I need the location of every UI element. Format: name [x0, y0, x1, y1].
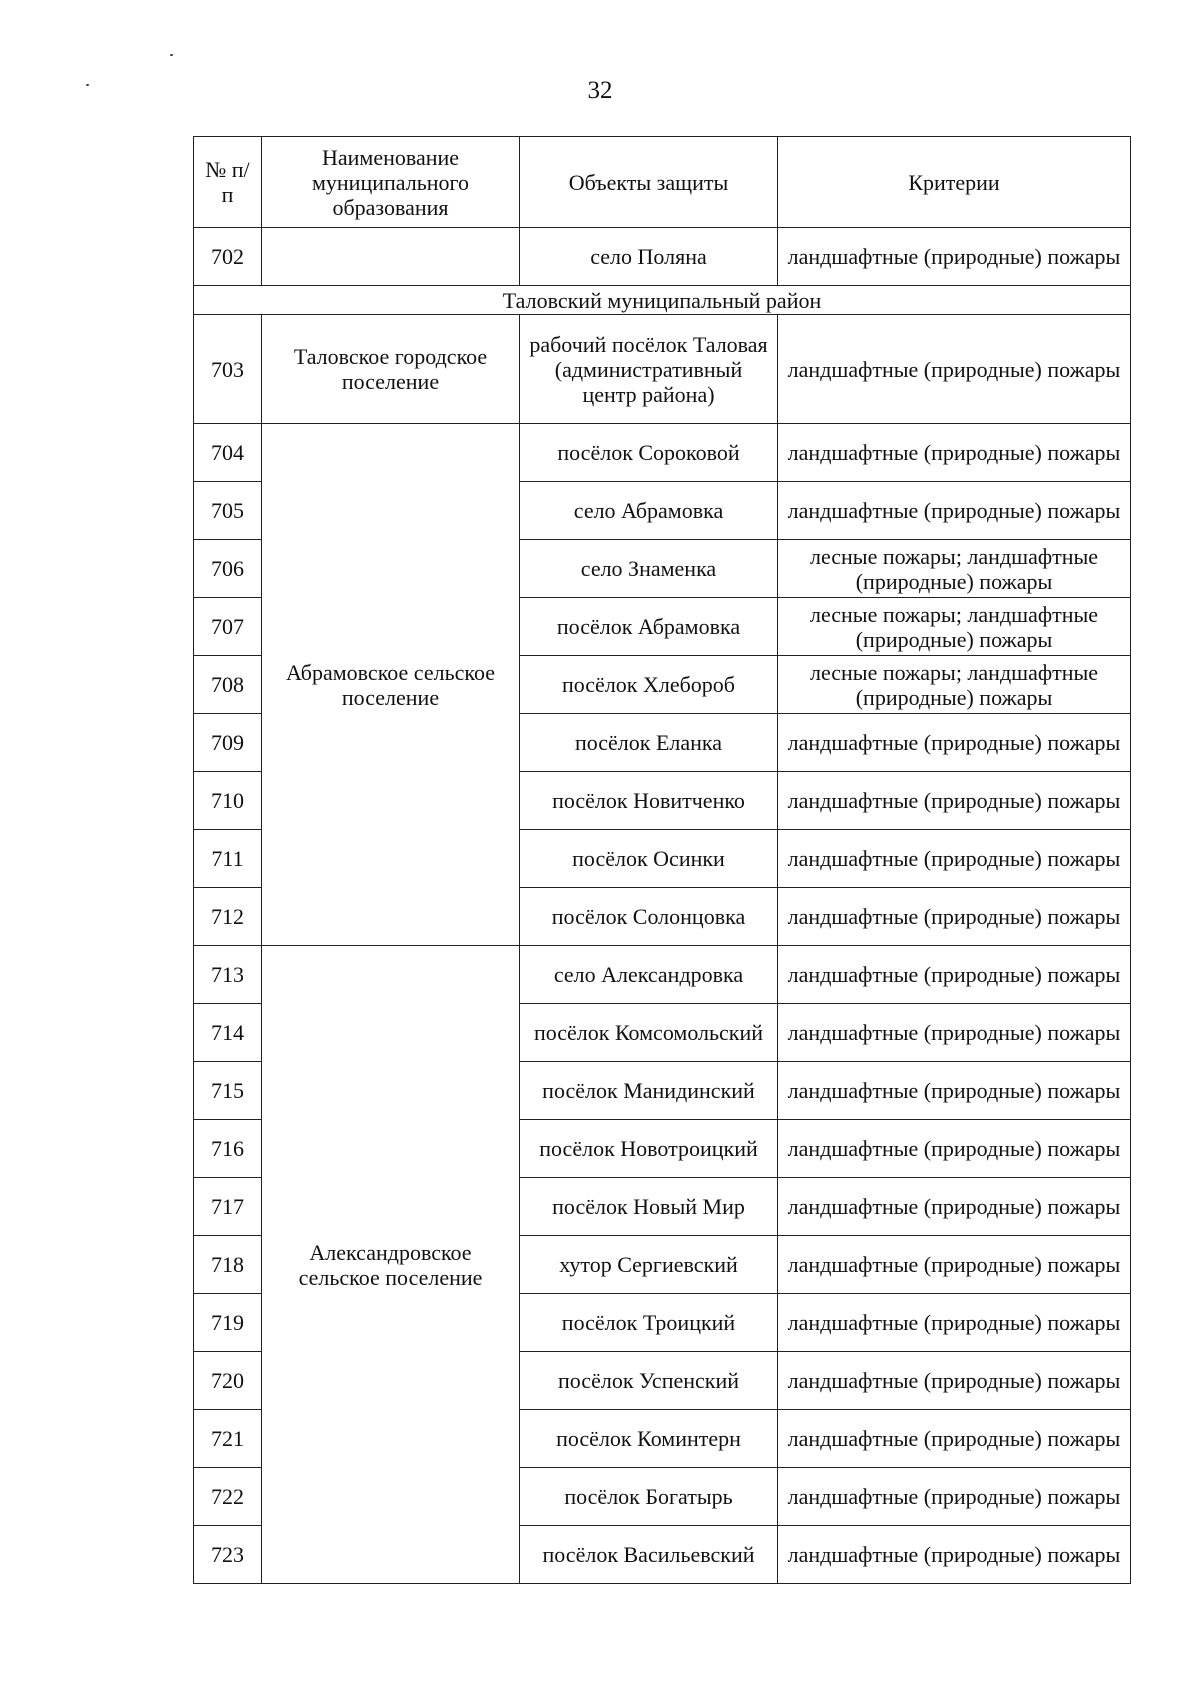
- criteria-cell: ландшафтные (природные) пожары: [778, 830, 1131, 888]
- protection-object: посёлок Троицкий: [520, 1294, 778, 1352]
- municipality-name: Абрамовское сельское поселение: [262, 424, 520, 946]
- table-row: [194, 315, 1131, 424]
- criteria-cell: ландшафтные (природные) пожары: [778, 714, 1131, 772]
- protection-object: посёлок Коминтерн: [520, 1410, 778, 1468]
- protection-object: посёлок Осинки: [520, 830, 778, 888]
- criteria-cell: ландшафтные (природные) пожары: [778, 1004, 1131, 1062]
- criteria-cell: ландшафтные (природные) пожары: [778, 772, 1131, 830]
- protection-object: село Александровка: [520, 946, 778, 1004]
- criteria-cell: ландшафтные (природные) пожары: [778, 315, 1131, 424]
- protection-object: посёлок Новотроицкий: [520, 1120, 778, 1178]
- protection-object: посёлок Новый Мир: [520, 1178, 778, 1236]
- row-number: 711: [194, 830, 262, 888]
- row-number: 715: [194, 1062, 262, 1120]
- criteria-cell: лесные пожары; ландшафтные (природные) пожары: [778, 540, 1131, 598]
- protection-object: посёлок Абрамовка: [520, 598, 778, 656]
- region-header-row: [194, 286, 1131, 315]
- row-number: 714: [194, 1004, 262, 1062]
- header-municipality: Наименование муниципального образования: [262, 137, 520, 228]
- row-number: 723: [194, 1526, 262, 1584]
- criteria-cell: ландшафтные (природные) пожары: [778, 888, 1131, 946]
- protection-object: посёлок Еланка: [520, 714, 778, 772]
- protection-object: посёлок Комсомольский: [520, 1004, 778, 1062]
- protection-objects-table: [193, 136, 1131, 1584]
- municipality-cell-empty: [262, 228, 520, 286]
- table-header-row: [194, 137, 1131, 228]
- row-number: 712: [194, 888, 262, 946]
- table-row: [194, 424, 1131, 482]
- protection-object: посёлок Богатырь: [520, 1468, 778, 1526]
- criteria-cell: ландшафтные (природные) пожары: [778, 1526, 1131, 1584]
- criteria-cell: ландшафтные (природные) пожары: [778, 1410, 1131, 1468]
- protection-object: посёлок Солонцовка: [520, 888, 778, 946]
- criteria-cell: ландшафтные (природные) пожары: [778, 228, 1131, 286]
- row-number: 718: [194, 1236, 262, 1294]
- criteria-cell: ландшафтные (природные) пожары: [778, 1352, 1131, 1410]
- protection-object: село Поляна: [520, 228, 778, 286]
- scan-speck: [170, 54, 173, 56]
- row-number: 720: [194, 1352, 262, 1410]
- criteria-cell: ландшафтные (природные) пожары: [778, 482, 1131, 540]
- protection-object: посёлок Успенский: [520, 1352, 778, 1410]
- region-title: Таловский муниципальный район: [194, 286, 1131, 315]
- header-criteria: Критерии: [778, 137, 1131, 228]
- protection-object: рабочий посёлок Таловая (административный центр района): [520, 315, 778, 424]
- protection-object: село Абрамовка: [520, 482, 778, 540]
- criteria-cell: ландшафтные (природные) пожары: [778, 1178, 1131, 1236]
- municipality-name: Александровское сельское поселение: [262, 946, 520, 1584]
- criteria-cell: ландшафтные (природные) пожары: [778, 1468, 1131, 1526]
- row-number: 716: [194, 1120, 262, 1178]
- criteria-cell: ландшафтные (природные) пожары: [778, 1236, 1131, 1294]
- criteria-cell: ландшафтные (природные) пожары: [778, 946, 1131, 1004]
- row-number: 706: [194, 540, 262, 598]
- protection-object: хутор Сергиевский: [520, 1236, 778, 1294]
- protection-object: посёлок Хлебороб: [520, 656, 778, 714]
- criteria-cell: ландшафтные (природные) пожары: [778, 424, 1131, 482]
- protection-object: посёлок Новитченко: [520, 772, 778, 830]
- row-number: 702: [194, 228, 262, 286]
- header-num: № п/п: [194, 137, 262, 228]
- table-row: [194, 228, 1131, 286]
- criteria-cell: ландшафтные (природные) пожары: [778, 1062, 1131, 1120]
- criteria-cell: лесные пожары; ландшафтные (природные) пожары: [778, 598, 1131, 656]
- protection-object: посёлок Манидинский: [520, 1062, 778, 1120]
- row-number: 709: [194, 714, 262, 772]
- protection-object: посёлок Сороковой: [520, 424, 778, 482]
- row-number: 713: [194, 946, 262, 1004]
- row-number: 705: [194, 482, 262, 540]
- row-number: 722: [194, 1468, 262, 1526]
- municipality-name: Таловское городское поселение: [262, 315, 520, 424]
- scan-speck: [86, 84, 89, 86]
- protection-object: село Знаменка: [520, 540, 778, 598]
- header-objects: Объекты защиты: [520, 137, 778, 228]
- row-number: 707: [194, 598, 262, 656]
- row-number: 717: [194, 1178, 262, 1236]
- page-number: 32: [587, 77, 613, 104]
- criteria-cell: ландшафтные (природные) пожары: [778, 1294, 1131, 1352]
- protection-object: посёлок Васильевский: [520, 1526, 778, 1584]
- row-number: 704: [194, 424, 262, 482]
- row-number: 710: [194, 772, 262, 830]
- table-row: [194, 946, 1131, 1004]
- row-number: 719: [194, 1294, 262, 1352]
- row-number: 708: [194, 656, 262, 714]
- row-number: 721: [194, 1410, 262, 1468]
- criteria-cell: лесные пожары; ландшафтные (природные) пожары: [778, 656, 1131, 714]
- row-number: 703: [194, 315, 262, 424]
- criteria-cell: ландшафтные (природные) пожары: [778, 1120, 1131, 1178]
